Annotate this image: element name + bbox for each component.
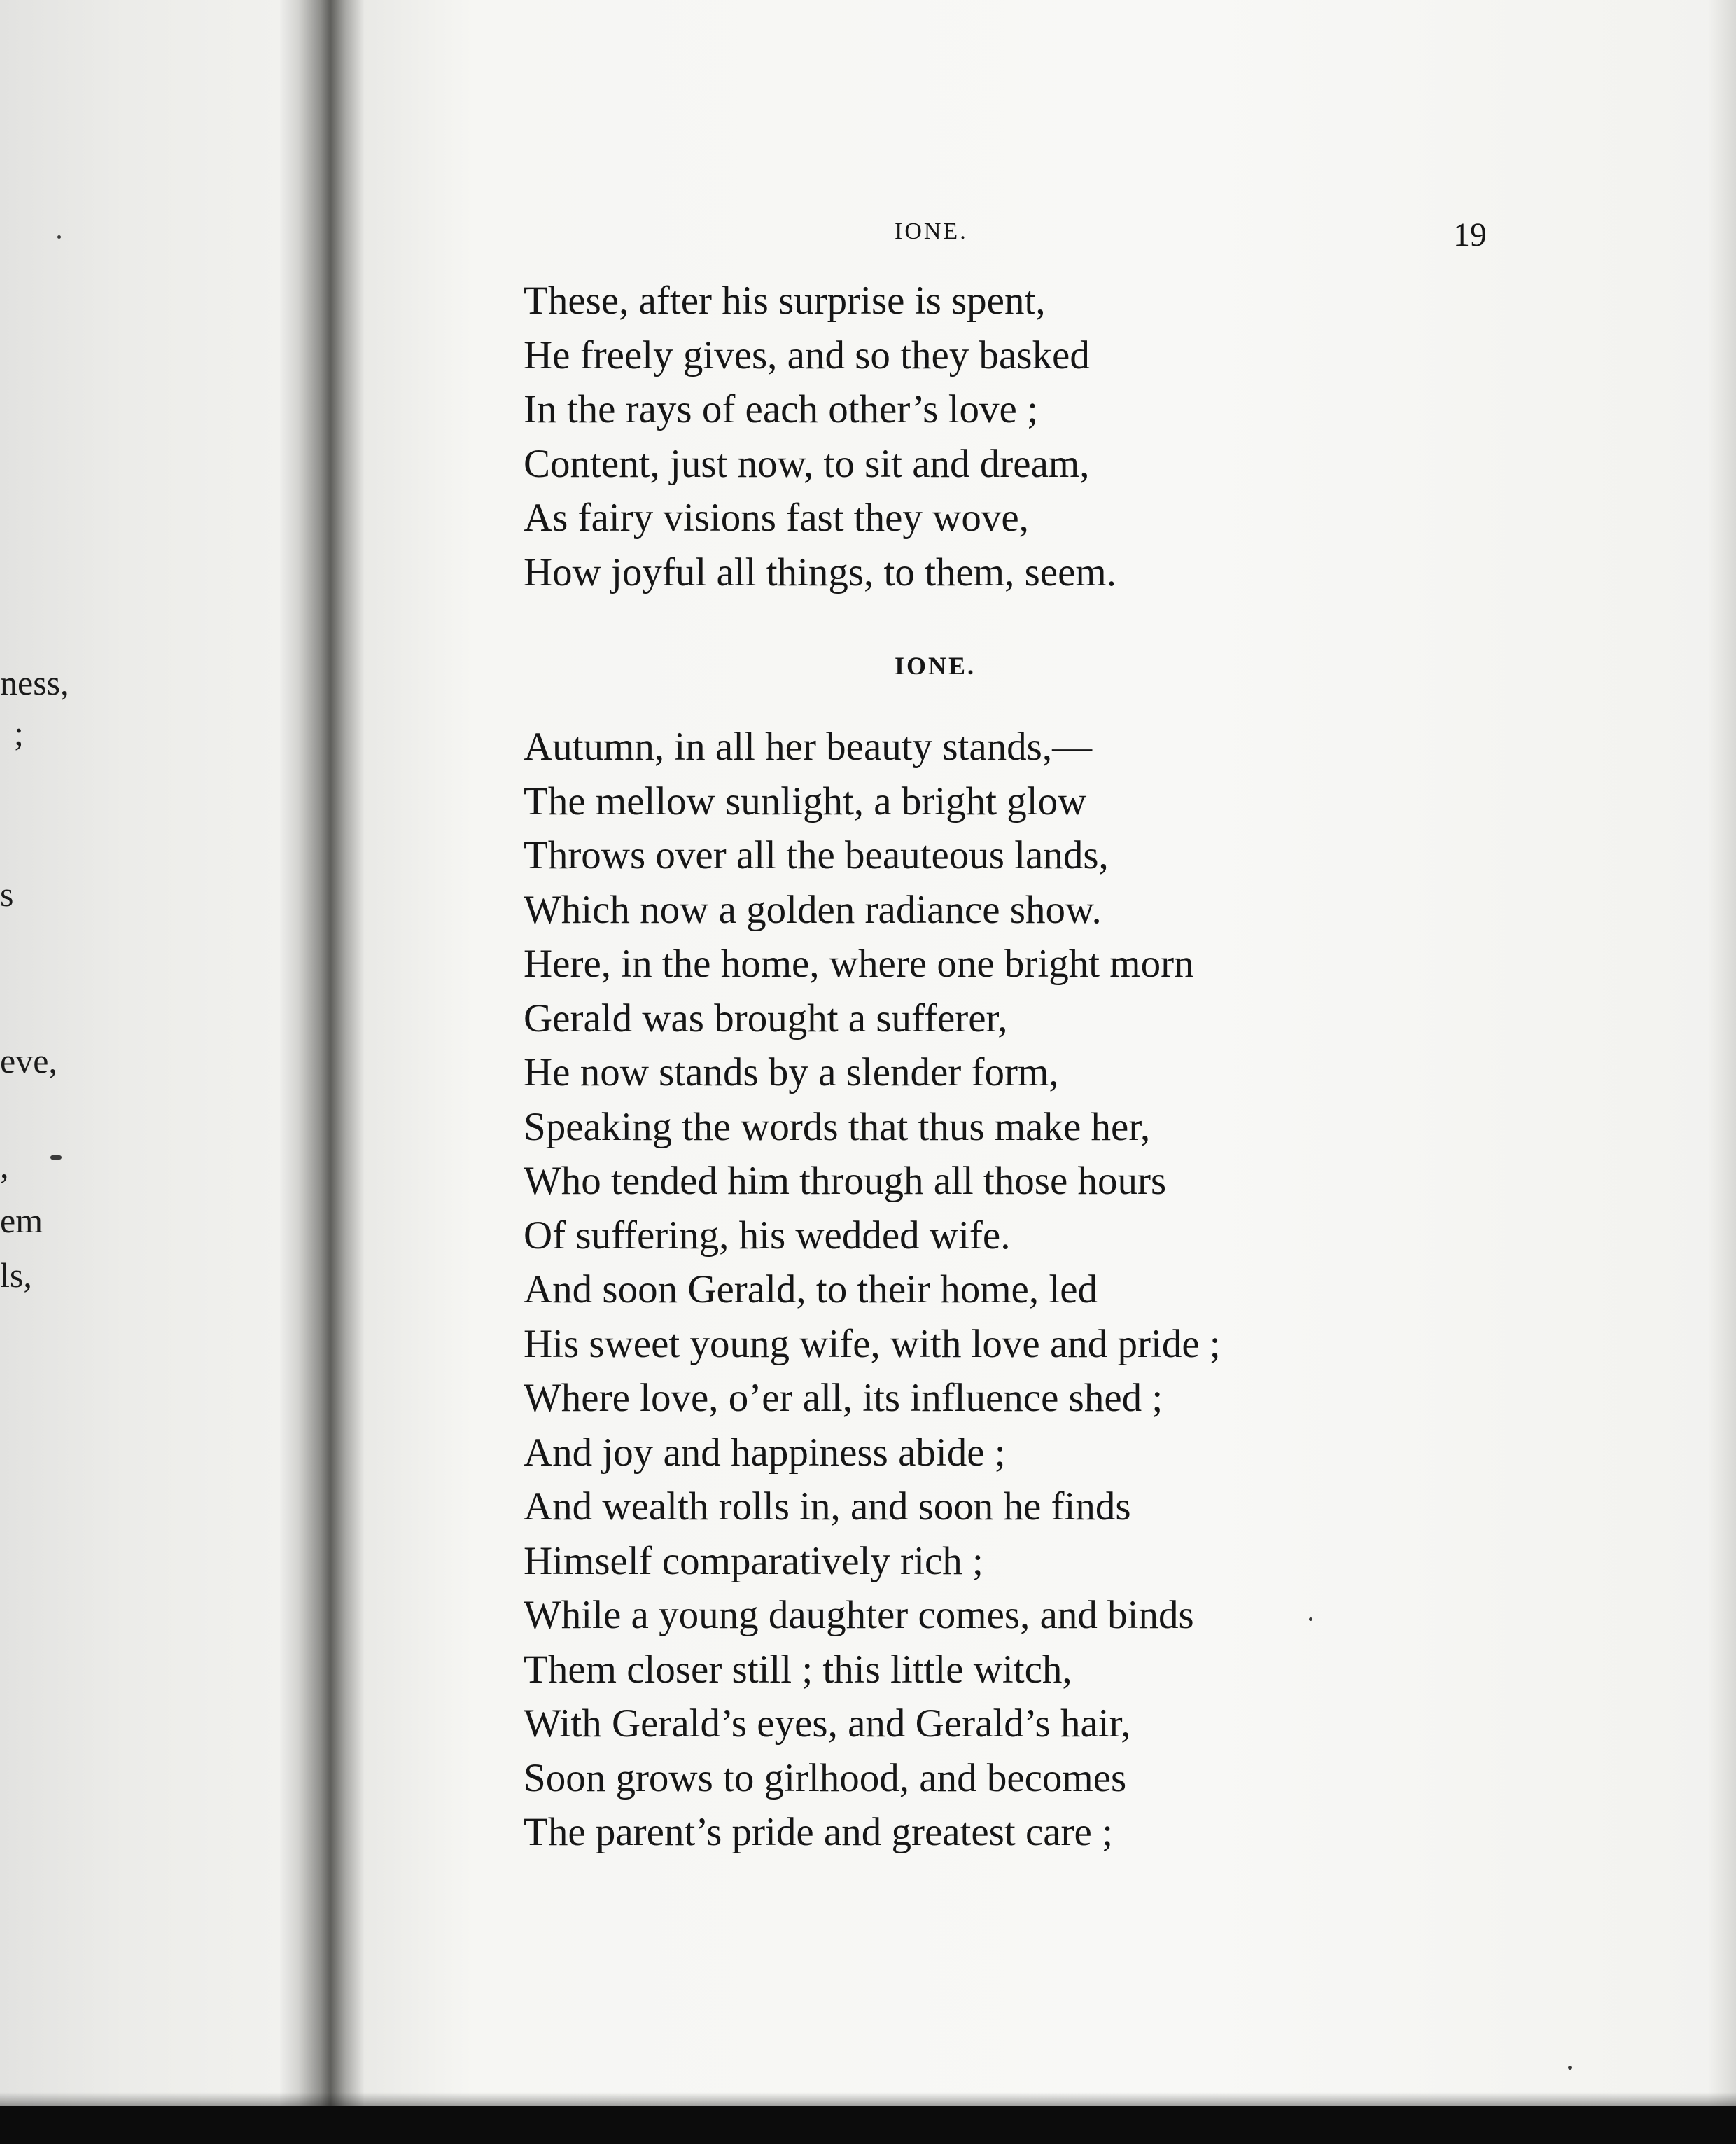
verse-line: And joy and happiness abide ; — [524, 1430, 1006, 1475]
verse-line: Who tended him through all those hours — [524, 1159, 1167, 1203]
verse-line: His sweet young wife, with love and pride ; — [524, 1321, 1221, 1366]
verse-line: And wealth rolls in, and soon he finds — [524, 1484, 1131, 1529]
verse-line: Himself comparatively rich ; — [524, 1538, 983, 1583]
verse-line: While a young daughter comes, and binds — [524, 1593, 1194, 1637]
verse-line: Soon grows to girlhood, and becomes — [524, 1755, 1127, 1800]
stanza-1 — [524, 274, 1116, 599]
left-page — [0, 0, 280, 2144]
verse-line: As fairy visions fast they wove, — [524, 496, 1029, 540]
running-head: IONE. — [895, 218, 968, 244]
left-page-fragment: ls, — [0, 1255, 32, 1295]
page-edge — [1708, 0, 1736, 2144]
verse-line: Of suffering, his wedded wife. — [524, 1213, 1011, 1258]
left-page-fragment: em — [0, 1201, 43, 1240]
verse-line: Which now a golden radiance show. — [524, 887, 1102, 932]
verse-line: Throws over all the beauteous lands, — [524, 833, 1109, 877]
verse-line: The mellow sunlight, a bright glow — [524, 779, 1087, 823]
left-page-fragment: ness, — [0, 663, 69, 702]
verse-line: These, after his surprise is spent, — [524, 279, 1046, 323]
left-page-fragment: ; — [14, 713, 24, 753]
verse-line: The parent’s pride and greatest care ; — [524, 1810, 1113, 1854]
ink-speck — [50, 1155, 62, 1160]
verse-line: In the rays of each other’s love ; — [524, 387, 1038, 431]
left-page-fragment: eve, — [0, 1041, 57, 1080]
page-edge-shadow — [0, 2092, 1736, 2106]
verse-line: He freely gives, and so they basked — [524, 333, 1090, 377]
verse-line: With Gerald’s eyes, and Gerald’s hair, — [524, 1701, 1131, 1746]
stanza-2 — [524, 720, 1221, 1860]
verse-line: He now stands by a slender form, — [524, 1050, 1059, 1094]
section-title: IONE. — [895, 652, 976, 680]
verse-line: Where love, o’er all, its influence shed ; — [524, 1376, 1163, 1420]
verse-line: Autumn, in all her beauty stands,— — [524, 725, 1093, 769]
page-number: 19 — [1453, 216, 1487, 253]
binding-gutter — [280, 0, 364, 2144]
ink-speck — [57, 235, 61, 239]
verse-line: Here, in the home, where one bright morn — [524, 942, 1194, 986]
left-page-fragment: , — [0, 1146, 9, 1185]
verse-line: Speaking the words that thus make her, — [524, 1104, 1151, 1149]
verse-line: How joyful all things, to them, seem. — [524, 550, 1116, 594]
scan-bottom-edge — [0, 2106, 1736, 2144]
verse-line: Gerald was brought a sufferer, — [524, 996, 1008, 1040]
ink-speck — [1309, 1617, 1312, 1621]
verse-line: Content, just now, to sit and dream, — [524, 441, 1090, 486]
ink-speck — [1568, 2066, 1572, 2070]
left-page-fragment: s — [0, 875, 14, 914]
verse-line: And soon Gerald, to their home, led — [524, 1267, 1098, 1311]
verse-line: Them closer still ; this little witch, — [524, 1647, 1072, 1692]
